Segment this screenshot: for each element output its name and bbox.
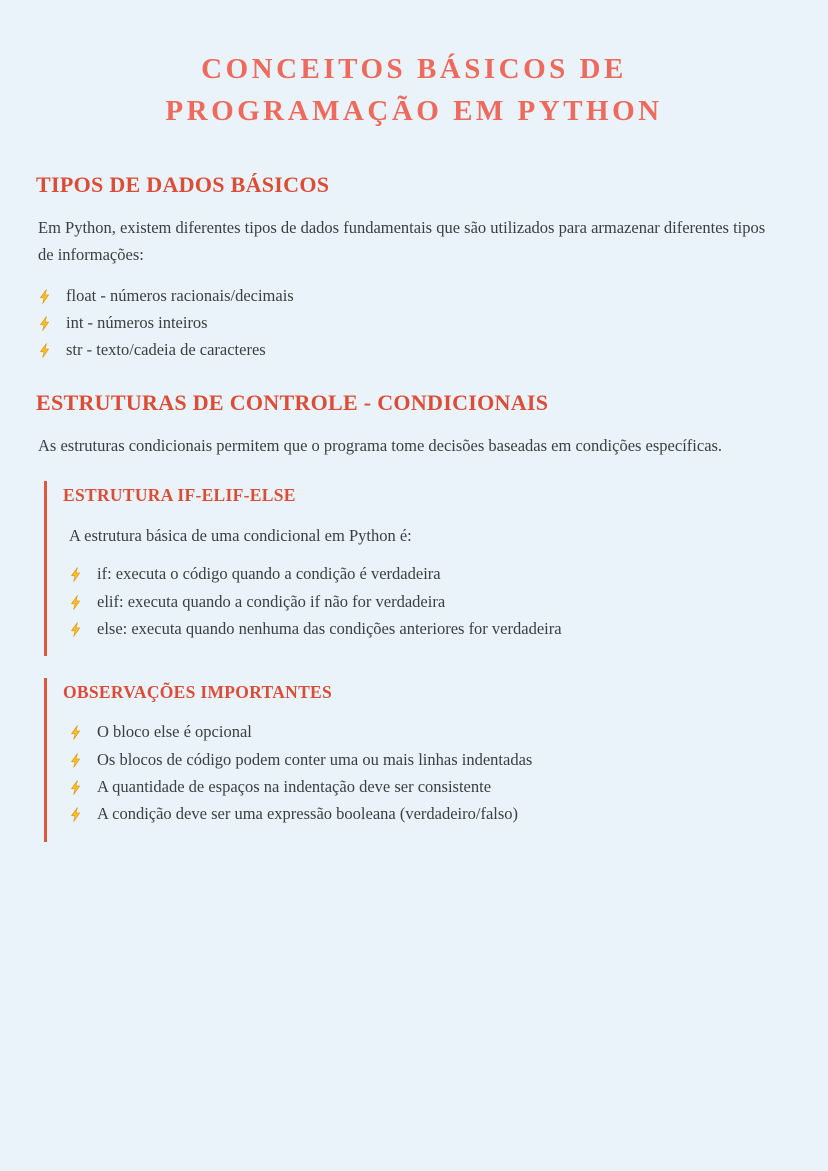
subsection-intro-if: A estrutura básica de uma condicional em Python é: [69, 525, 412, 545]
subsection-heading-observacoes: OBSERVAÇÕES IMPORTANTES [63, 682, 333, 703]
section-intro-tipos: Em Python, existem diferentes tipos de dados fundamentais que são utilizados para armazenar diferentes tipos de informações: [38, 218, 766, 265]
list-item-text: A quantidade de espaços na indentação deve ser consistente [97, 777, 492, 797]
list-item [69, 774, 792, 800]
lightning-icon [69, 565, 84, 582]
observacoes-list [69, 719, 792, 828]
lightning-icon [38, 341, 53, 358]
lightning-icon [69, 778, 84, 795]
list-item [69, 801, 792, 827]
list-item [38, 310, 792, 336]
section-heading-estruturas: ESTRUTURAS DE CONTROLE - CONDICIONAIS [36, 389, 549, 415]
section-estruturas-de-controle [36, 390, 792, 842]
section-intro-estruturas: As estruturas condicionais permitem que o programa tome decisões baseadas em condições específicas. [38, 435, 723, 455]
page-title: CONCEITOS BÁSICOS DE PROGRAMAÇÃO EM PYTHON [165, 53, 663, 128]
list-item [38, 283, 792, 309]
list-item-text: int - números inteiros [66, 312, 208, 332]
lightning-icon [69, 805, 84, 822]
list-item-text: else: executa quando nenhuma das condições anteriores for verdadeira [97, 618, 562, 638]
lightning-icon [69, 620, 84, 637]
list-item-text: O bloco else é opcional [97, 722, 252, 742]
list-item [69, 616, 792, 642]
list-item-text: elif: executa quando a condição if não for verdadeira [97, 591, 446, 611]
list-item [38, 337, 792, 363]
list-item-text: float - números racionais/decimais [66, 285, 294, 305]
list-item [69, 747, 792, 773]
tipos-list [38, 283, 792, 364]
list-item-text: str - texto/cadeia de caracteres [66, 340, 266, 360]
lightning-icon [69, 751, 84, 768]
subsection-if-elif-else [44, 481, 792, 656]
subsection-heading-if: ESTRUTURA IF-ELIF-ELSE [63, 484, 296, 505]
if-elif-else-list [69, 561, 792, 642]
list-item-text: if: executa o código quando a condição é verdadeira [97, 564, 441, 584]
list-item-text: Os blocos de código podem conter uma ou mais linhas indentadas [97, 749, 533, 769]
list-item [69, 561, 792, 587]
list-item [69, 719, 792, 745]
lightning-icon [38, 287, 53, 304]
list-item-text: A condição deve ser uma expressão booleana (verdadeiro/falso) [97, 804, 519, 824]
lightning-icon [69, 723, 84, 740]
section-heading-tipos: TIPOS DE DADOS BÁSICOS [36, 172, 330, 198]
list-item [69, 589, 792, 615]
subsection-observacoes [44, 678, 792, 842]
section-tipos-de-dados [36, 172, 792, 364]
lightning-icon [38, 314, 53, 331]
lightning-icon [69, 593, 84, 610]
